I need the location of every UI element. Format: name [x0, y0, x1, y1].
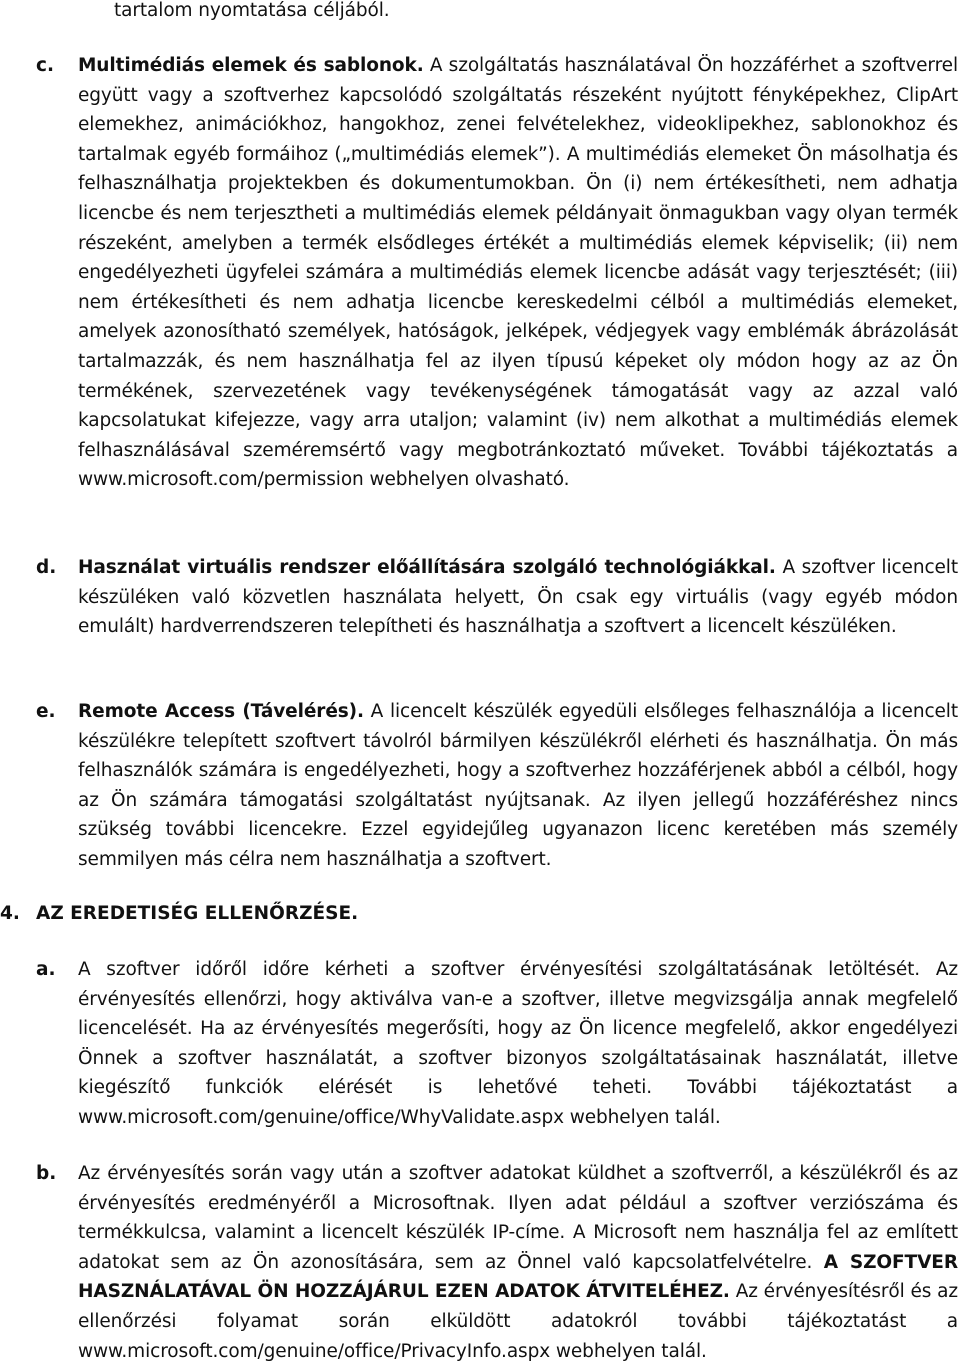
section-title: AZ EREDETISÉG ELLENŐRZÉSE.	[36, 903, 359, 924]
item-marker-a: a.	[36, 959, 56, 980]
paragraph-validation-data	[78, 1159, 958, 1366]
section-number: 4.	[0, 903, 20, 924]
item-marker-b: b.	[36, 1163, 57, 1184]
item-marker-c: c.	[36, 55, 54, 76]
continuation-text: tartalom nyomtatása céljából.	[114, 0, 390, 21]
paragraph-body: A licencelt készülék egyedüli elsőleges felhasználója a licencelt készülékre telepített szoftvert távolról bármilyen készülékről elérheti és használhatja. Ön más felhasználók számára is engedélyezheti, hogy a szoftverhez hozzáférjenek abból a célból, hogy az Ön számára támogatási szolgáltatást nyújtsanak. Az ilyen jellegű hozzáféréshez nincs szükség további licencekre. Ezzel egyidejűleg ugyanazon licenc keretében más személy semmilyen más célra nem használhatja a szoftvert.	[78, 701, 958, 870]
paragraph-body: A szolgáltatás használatával Ön hozzáférhet a szoftverrel együtt vagy a szoftverhez kapcsolódó szolgáltatás részeként nyújtott fényképekhez, ClipArt elemekhez, animációkhoz, hangokhoz, zenei felvételekhez, videoklipekhez, sablonokhoz és tartalmak egyéb formáihoz („multimédiás elemek”). A multimédiás elemeket Ön másolhatja és felhasználhatja projektekben és dokumentumokban. Ön (i) nem értékesítheti, nem adhatja licencbe és nem terjesztheti a multimédiás elemek példányait önmagukban vagy olyan termék részeként, amelyben a termék elsődleges értékét a multimédiás elemek képviselik; (ii) nem engedélyezheti ügyfelei számára a multimédiás elemek licencbe adását vagy terjesztését; (iii) nem értékesítheti és nem adhatja licencbe kereskedelmi célból a multimédiás elemeket, amelyek azonosítható személyek, hatóságok, jelképek, védjegyek vagy emblémák ábrázolását tartalmazzák, és nem használhatja fel az ilyen típusú képeket oly módon hogy az az Ön termékének, szervezetének vagy tevékenységének támogatását vagy az azzal való kapcsolatukat kifejezze, vagy arra utaljon; valamint (iv) nem alkothat a multimédiás elemek felhasználásával szeméremsértő vagy megbotránkoztató műveket. További tájékoztatás a www.microsoft.com/permission webhelyen olvasható.	[78, 55, 959, 491]
paragraph-body: Az érvényesítés során vagy után a szoftver adatokat küldhet a szoftverről, a készülékről és az érvényesítés eredményéről a Microsoftnak. Ilyen adat például a szoftver verziószáma és termékkulcsa, valamint a licencelt készülék IP-címe. A Microsoft nem használja fel az említett adatokat sem az Ön azonosítására, sem az Önnel való kapcsolatfelvételre.	[78, 1163, 958, 1273]
paragraph-consent-notice: A SZOFTVER HASZNÁLATÁVAL ÖN HOZZÁJÁRUL EZEN ADATOK ÁTVITELÉHEZ.	[78, 1251, 958, 1303]
paragraph-body: A szoftver időről időre kérheti a szoftver érvényesítési szolgáltatásának letöltését. Az érvényesítés ellenőrzi, hogy aktiválva van-e a szoftver, illetve megvizsgálja annak megfelelő licencelését. Ha az érvényesítés megerősíti, hogy az Ön licence megfelelő, akkor engedélyezi Önnek a szoftver használatát, a szoftver bizonyos szolgáltatásainak használatát, illetve kiegészítő funkciók elérését is lehetővé teheti. További tájékoztatást a www.microsoft.com/genuine/office/WhyValidate.aspx webhelyen talál.	[78, 959, 958, 1128]
paragraph-title: Remote Access (Távelérés).	[78, 701, 364, 722]
item-marker-d: d.	[36, 557, 57, 578]
paragraph-body: A szoftver licencelt készüléken való közvetlen használata helyett, Ön csak egy virtuális (vagy egyéb módon emulált) hardverrendszeren telepítheti és használhatja a szoftvert a licencelt készüléken.	[78, 557, 959, 638]
paragraph-body-end: Az érvényesítésről és az ellenőrzési folyamat során elküldött adatokról további tájékoztatást a www.microsoft.com/genuine/office/PrivacyInfo.aspx webhelyen talál.	[78, 1281, 959, 1362]
item-marker-e: e.	[36, 701, 56, 722]
section-heading	[0, 899, 358, 929]
paragraph-title: Használat virtuális rendszer előállítására szolgáló technológiákkal.	[78, 557, 776, 578]
paragraph-remote-access	[78, 697, 958, 875]
paragraph-title: Multimédiás elemek és sablonok.	[78, 55, 424, 76]
paragraph-virtual-systems	[78, 553, 958, 642]
paragraph-validation-download	[78, 955, 958, 1133]
paragraph-multimedia	[78, 51, 958, 495]
